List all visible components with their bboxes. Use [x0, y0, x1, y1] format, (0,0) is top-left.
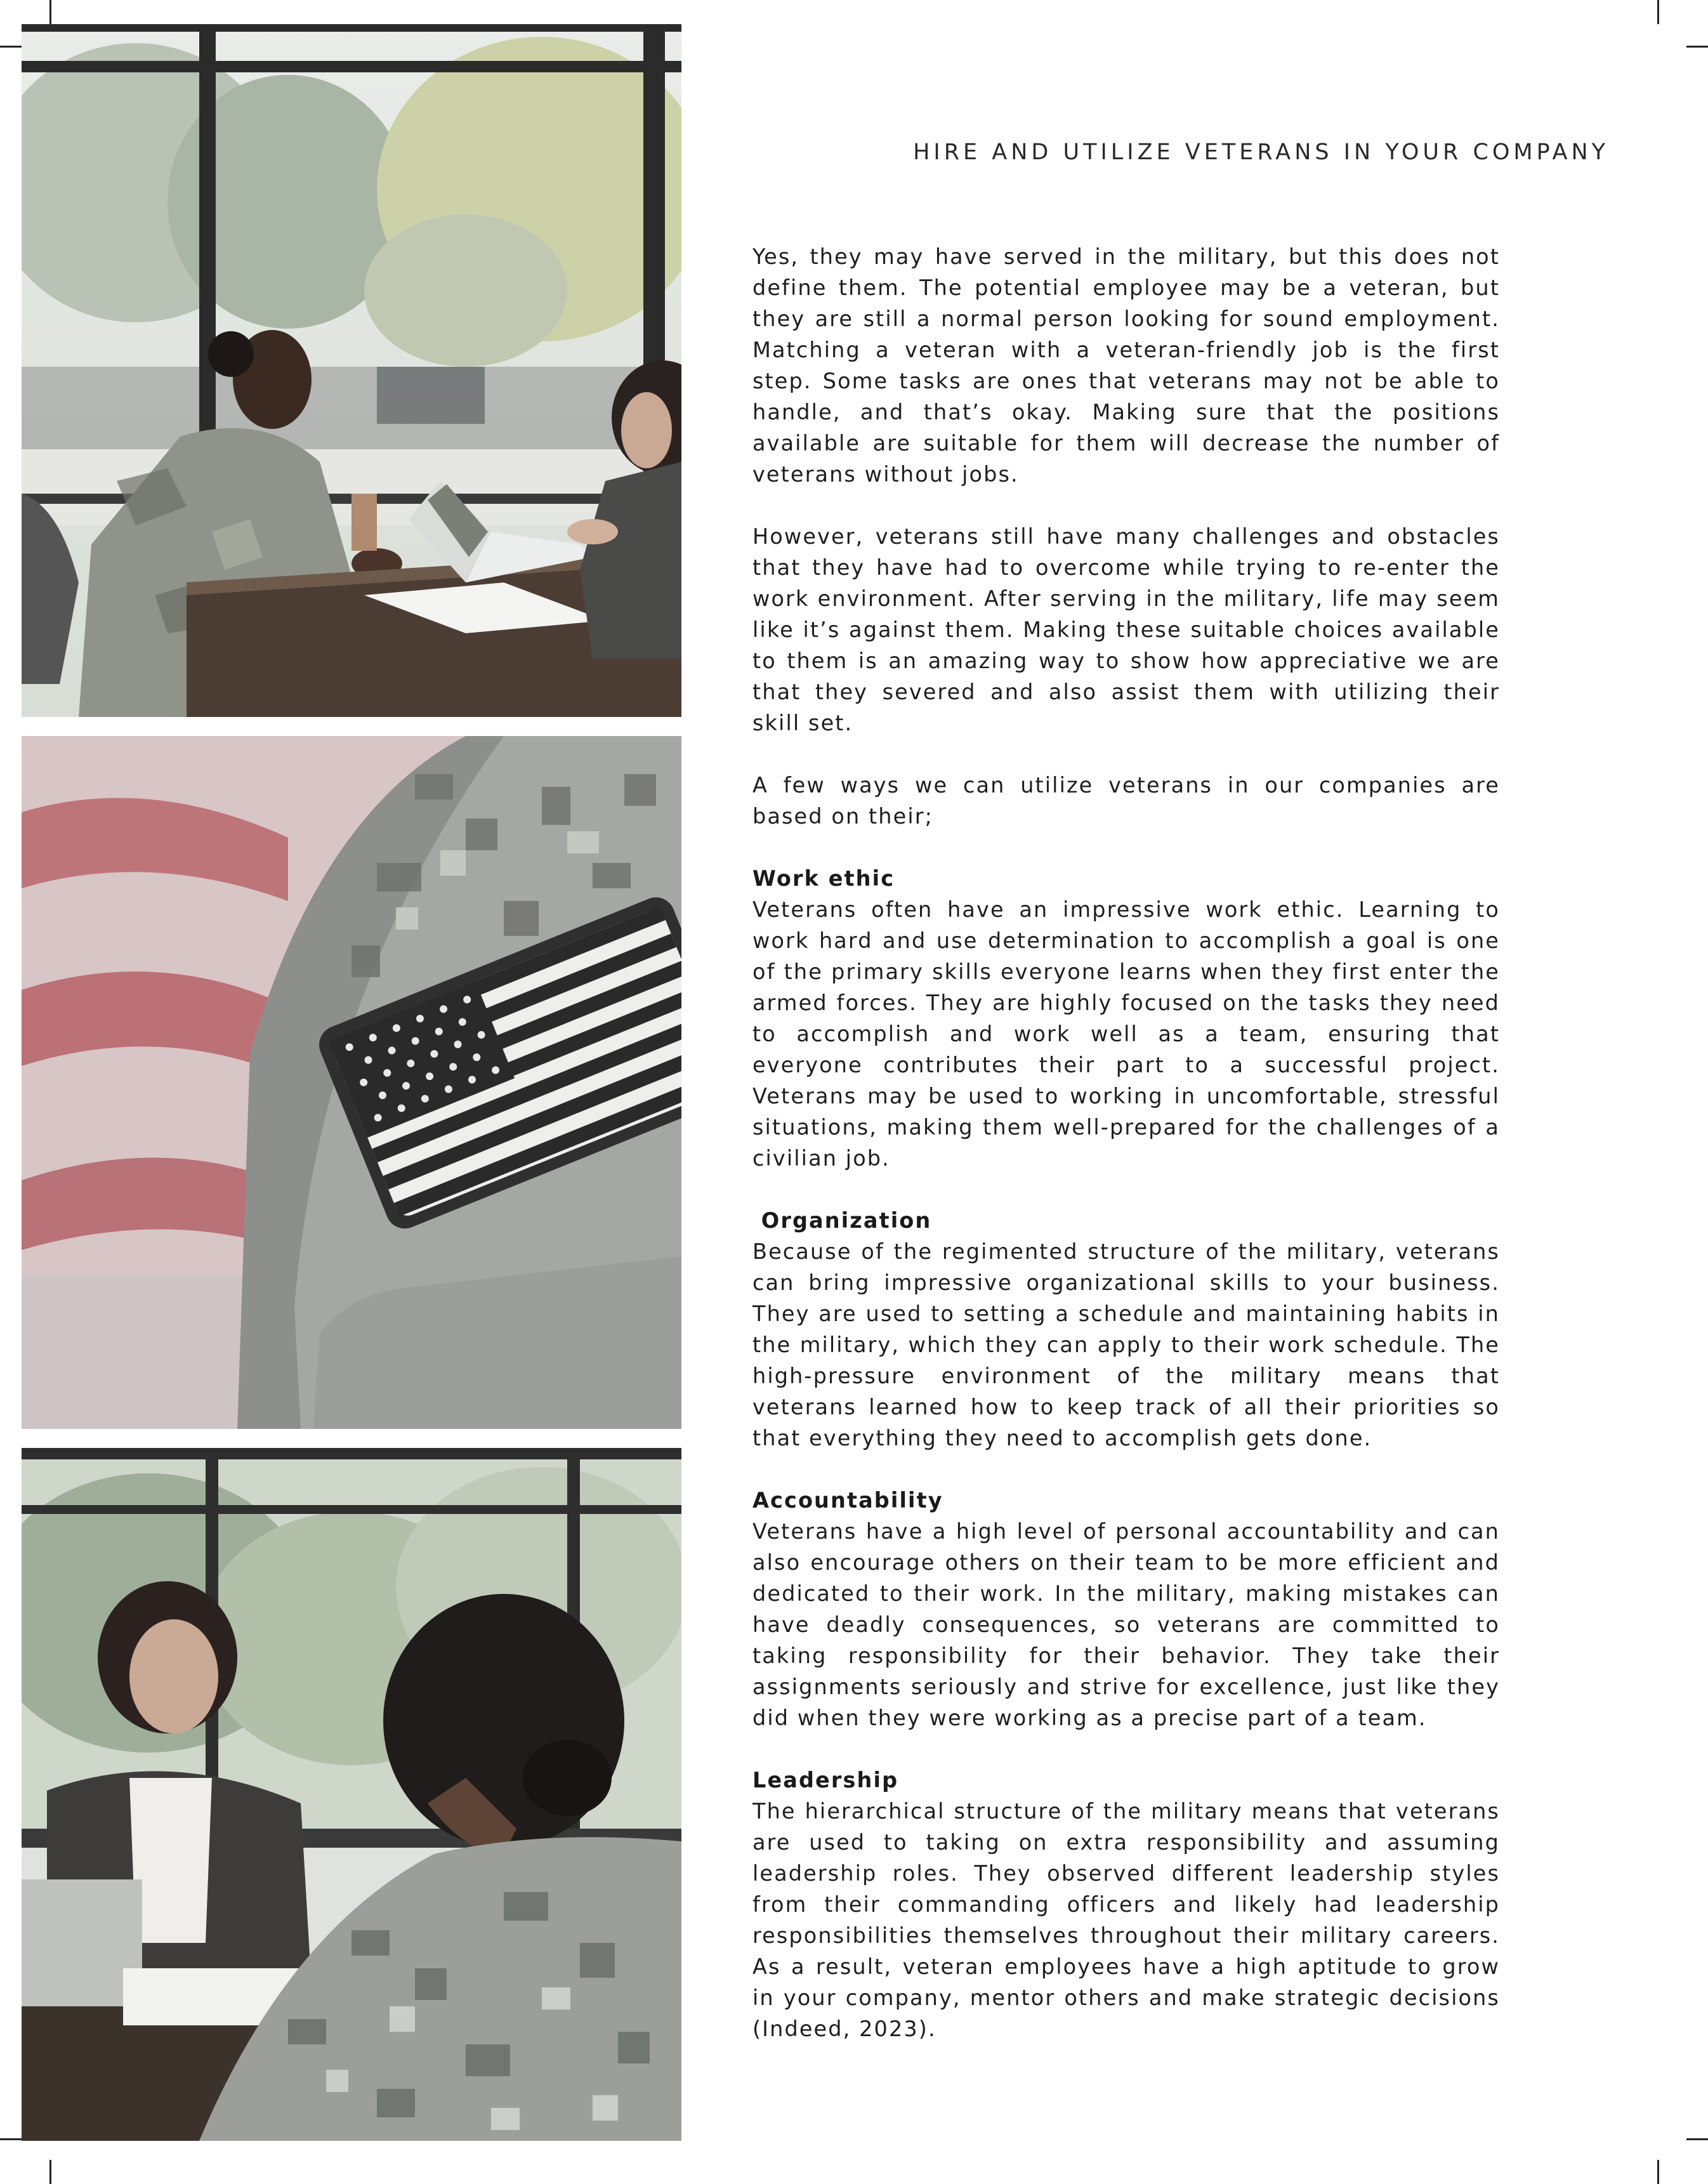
section-accountability: [752, 1485, 1500, 1733]
photo-interview-behind: [22, 1448, 681, 2141]
photo-flag-patch: [22, 736, 681, 1429]
section-body: The hierarchical structure of the military means that veterans are used to taking on extra responsibility and assuming leadership roles. They observed different leadership styles from their commanding officers and likely had leadership responsibilities themselves throughout their military careers. As a result, veteran employees have a high aptitude to grow in your company, mentor others and make strategic decisions (Indeed, 2023).: [752, 1799, 1500, 2041]
intro-paragraph: However, veterans still have many challenges and obstacles that they have had to overcome while trying to re-enter the work environment. After serving in the military, life may seem like it’s against them. Making these suitable choices available to them is an amazing way to show how appreciative we are that they severed and also assist them with utilizing their skill set.: [752, 524, 1500, 735]
section-body: Because of the regimented structure of the military, veterans can bring impressive organizational skills to your business. They are used to setting a schedule and maintaining habits in the military, which they can apply to their work schedule. The high-pressure environment of the military means that veterans learned how to keep track of all their priorities so that everything they need to accomplish gets done.: [752, 1239, 1500, 1451]
crop-mark: [0, 2138, 22, 2140]
photo-interview-window: [22, 24, 681, 717]
section-work-ethic: [752, 863, 1500, 1174]
crop-mark: [49, 0, 51, 24]
crop-mark: [1657, 2160, 1659, 2184]
section-heading: Accountability: [752, 1488, 943, 1513]
page-header-title: HIRE AND UTILIZE VETERANS IN YOUR COMPANY: [913, 140, 1609, 165]
section-organization: [752, 1205, 1500, 1454]
crop-mark: [1686, 2138, 1708, 2140]
crop-mark: [49, 2160, 51, 2184]
crop-mark: [1657, 0, 1659, 24]
section-heading: Leadership: [752, 1768, 899, 1793]
crop-mark: [1686, 46, 1708, 48]
section-body: Veterans have a high level of personal accountability and can also encourage others on their team to be more efficient and dedicated to their work. In the military, making mistakes can have deadly consequences, so veterans are committed to taking responsibility for their behavior. They take their assignments seriously and strive for excellence, just like they did when they were working as a precise part of a team.: [752, 1519, 1500, 1730]
crop-mark: [0, 46, 22, 48]
section-heading: Work ethic: [752, 866, 895, 891]
section-leadership: [752, 1765, 1500, 2044]
article-body: [752, 241, 1500, 2075]
section-heading: Organization: [752, 1208, 932, 1233]
intro-paragraph: Yes, they may have served in the military, but this does not define them. The potential employee may be a veteran, but they are still a normal person looking for sound employment. Matching a veteran with a veteran-friendly job is the first step. Some tasks are ones that veterans may not be able to handle, and that’s okay. Making sure that the positions available are suitable for them will decrease the number of veterans without jobs.: [752, 244, 1500, 487]
section-body: Veterans often have an impressive work ethic. Learning to work hard and use determination to accomplish a goal is one of the primary skills everyone learns when they first enter the armed forces. They are highly focused on the tasks they need to accomplish and work well as a team, ensuring that everyone contributes their part to a successful project. Veterans may be used to working in uncomfortable, stressful situations, making them well-prepared for the challenges of a civilian job.: [752, 897, 1500, 1171]
intro-paragraph: A few ways we can utilize veterans in our companies are based on their;: [752, 773, 1500, 829]
